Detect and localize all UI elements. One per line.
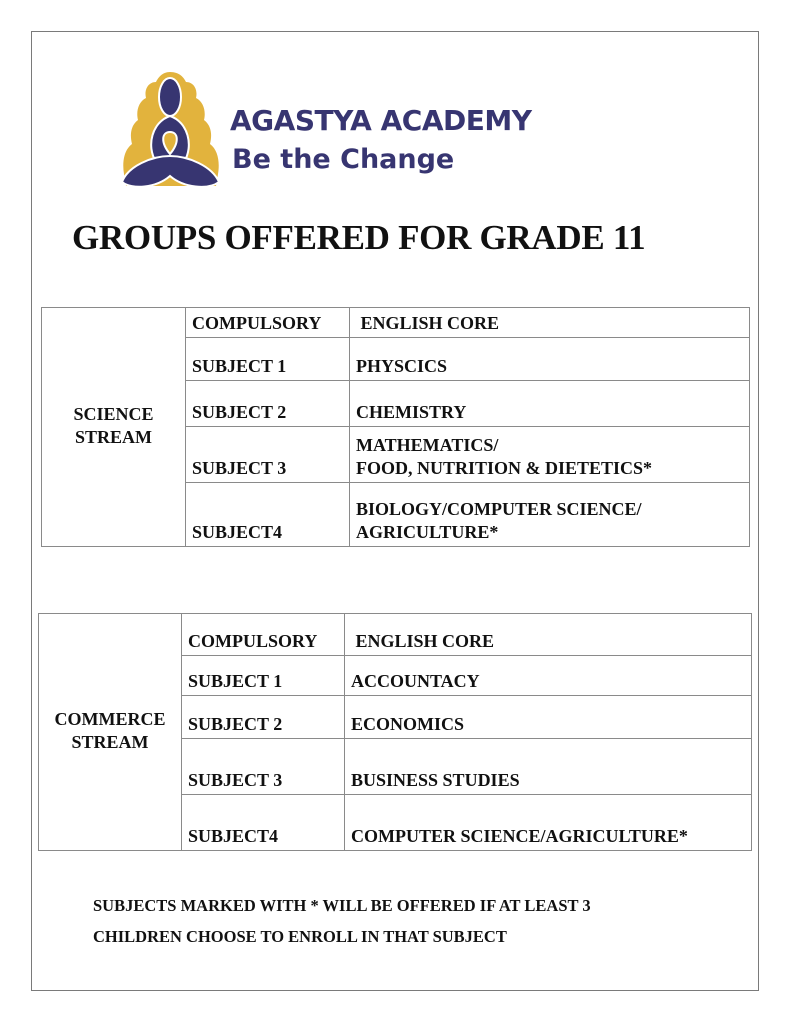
brand-tagline: Be the Change — [232, 144, 455, 175]
stream-name-line: COMMERCE — [54, 709, 166, 729]
subject-value: ENGLISH CORE — [350, 308, 750, 338]
subject-label: COMPULSORY — [182, 614, 345, 656]
note-line: SUBJECTS MARKED WITH * WILL BE OFFERED IF AT LEAST 3 — [93, 896, 591, 915]
subject-value: ENGLISH CORE — [345, 614, 752, 656]
commerce-stream-table — [38, 613, 752, 851]
subject-label: SUBJECT 3 — [186, 427, 350, 483]
note-line: CHILDREN CHOOSE TO ENROLL IN THAT SUBJECT — [93, 927, 507, 946]
subject-label: SUBJECT 2 — [186, 381, 350, 427]
agastya-logo-icon — [118, 70, 223, 192]
stream-name-line: STREAM — [71, 732, 149, 752]
stream-name-cell — [42, 308, 186, 547]
subject-label: SUBJECT 1 — [186, 338, 350, 381]
subject-label: SUBJECT4 — [186, 483, 350, 547]
subject-value-line: AGRICULTURE* — [356, 522, 499, 542]
table-row — [42, 308, 750, 338]
science-stream-table — [41, 307, 750, 547]
subject-value: COMPUTER SCIENCE/AGRICULTURE* — [345, 795, 752, 851]
subject-label: SUBJECT 2 — [182, 696, 345, 739]
table-row — [39, 614, 752, 656]
subject-value: CHEMISTRY — [350, 381, 750, 427]
subject-value-line: MATHEMATICS/ — [356, 435, 499, 455]
stream-name-cell — [39, 614, 182, 851]
stream-name-line: STREAM — [74, 427, 152, 447]
subject-value: ACCOUNTACY — [345, 656, 752, 696]
page-title: GROUPS OFFERED FOR GRADE 11 — [72, 218, 646, 257]
logo-head — [159, 78, 181, 116]
subject-value-line: BIOLOGY/COMPUTER SCIENCE/ — [356, 499, 642, 519]
subject-value — [350, 427, 750, 483]
subject-value — [350, 483, 750, 547]
subject-label: SUBJECT 3 — [182, 739, 345, 795]
subject-value: ECONOMICS — [345, 696, 752, 739]
subject-label: COMPULSORY — [186, 308, 350, 338]
brand-name: AGASTYA ACADEMY — [230, 104, 532, 137]
stream-name-line: SCIENCE — [73, 404, 154, 424]
subject-label: SUBJECT 1 — [182, 656, 345, 696]
subject-value: BUSINESS STUDIES — [345, 739, 752, 795]
subject-value: PHYSCICS — [350, 338, 750, 381]
subject-label: SUBJECT4 — [182, 795, 345, 851]
subject-value-line: FOOD, NUTRITION & DIETETICS* — [356, 458, 653, 478]
